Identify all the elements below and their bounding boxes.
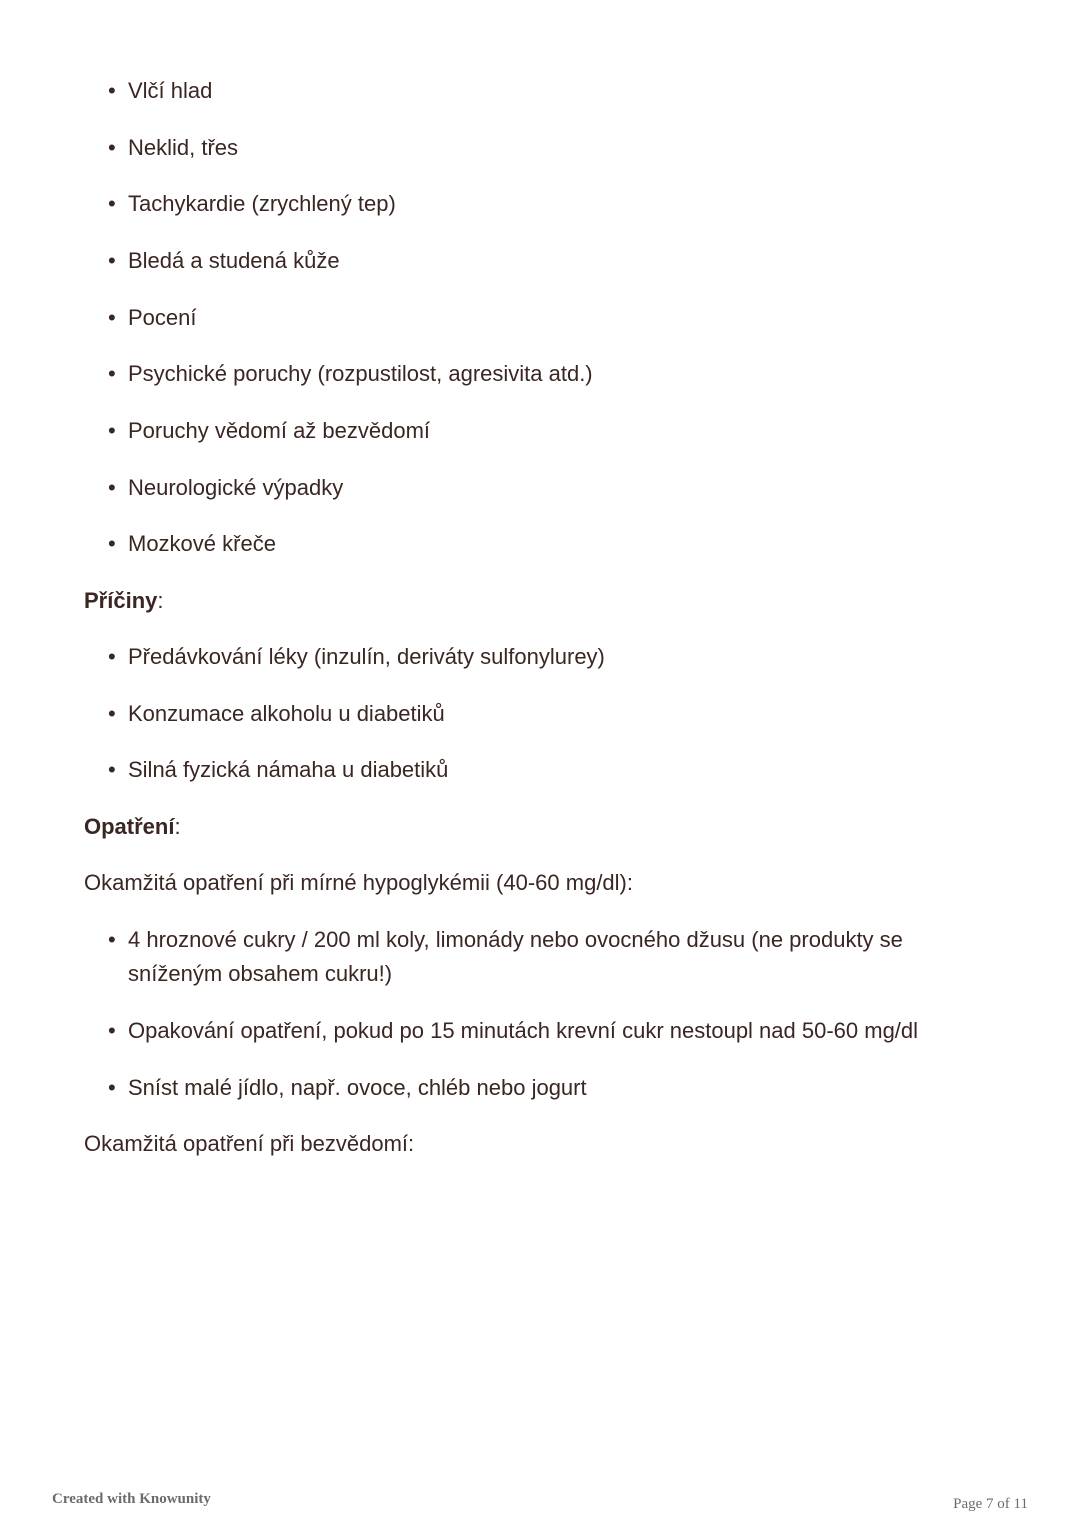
symptom-text: Bledá a studená kůže (128, 248, 340, 273)
list-item (108, 244, 988, 278)
cause-text: Konzumace alkoholu u diabetiků (128, 701, 445, 726)
heading-colon: : (174, 814, 181, 839)
list-item (108, 527, 988, 561)
mild-hypoglycemia-intro: Okamžitá opatření při mírné hypoglykémii (40-60 mg/dl): (84, 870, 633, 895)
heading-colon: : (157, 588, 164, 613)
cause-text: Silná fyzická námaha u diabetiků (128, 757, 449, 782)
list-item (108, 640, 988, 674)
list-item (108, 131, 988, 165)
bullet-icon: • (108, 135, 116, 160)
symptom-text: Poruchy vědomí až bezvědomí (128, 418, 431, 443)
created-with-label: Created with Knowunity (52, 1491, 211, 1507)
symptom-text: Mozkové křeče (128, 531, 276, 556)
causes-heading (84, 584, 164, 618)
bullet-icon: • (108, 701, 116, 726)
list-item (108, 1014, 988, 1048)
measures-heading-text: Opatření (84, 814, 175, 839)
symptom-text: Neurologické výpadky (128, 475, 344, 500)
bullet-icon: • (108, 531, 116, 556)
symptom-text: Neklid, třes (128, 135, 239, 160)
measures-heading (84, 810, 181, 844)
list-item (108, 301, 988, 335)
list-item (108, 697, 988, 731)
unconscious-intro: Okamžitá opatření při bezvědomí: (84, 1131, 415, 1156)
causes-heading-text: Příčiny (84, 588, 158, 613)
bullet-icon: • (108, 1018, 116, 1043)
measure-text: Sníst malé jídlo, např. ovoce, chléb nebo jogurt (128, 1075, 587, 1100)
symptom-text: Tachykardie (zrychlený tep) (128, 191, 396, 216)
measure-text: 4 hroznové cukry / 200 ml koly, limonády nebo ovocného džusu (ne produkty se sníženým obsahem cukru!) (128, 927, 903, 986)
bullet-icon: • (108, 361, 116, 386)
bullet-icon: • (108, 757, 116, 782)
measure-text: Opakování opatření, pokud po 15 minutách krevní cukr nestoupl nad 50-60 mg/dl (128, 1018, 919, 1043)
list-item (108, 74, 988, 108)
bullet-icon: • (108, 305, 116, 330)
bullet-icon: • (108, 418, 116, 443)
list-item (108, 923, 988, 991)
list-item (108, 187, 988, 221)
bullet-icon: • (108, 191, 116, 216)
list-item (108, 1071, 988, 1105)
symptom-text: Psychické poruchy (rozpustilost, agresivita atd.) (128, 361, 593, 386)
bullet-icon: • (108, 1075, 116, 1100)
bullet-icon: • (108, 78, 116, 103)
bullet-icon: • (108, 475, 116, 500)
bullet-icon: • (108, 248, 116, 273)
list-item (108, 414, 988, 448)
symptom-text: Pocení (128, 305, 197, 330)
bullet-icon: • (108, 644, 116, 669)
page-number: Page 7 of 11 (953, 1496, 1028, 1512)
symptom-text: Vlčí hlad (128, 78, 213, 103)
list-item (108, 753, 988, 787)
cause-text: Předávkování léky (inzulín, deriváty sulfonylurey) (128, 644, 605, 669)
list-item (108, 357, 988, 391)
bullet-icon: • (108, 927, 116, 952)
list-item (108, 471, 988, 505)
